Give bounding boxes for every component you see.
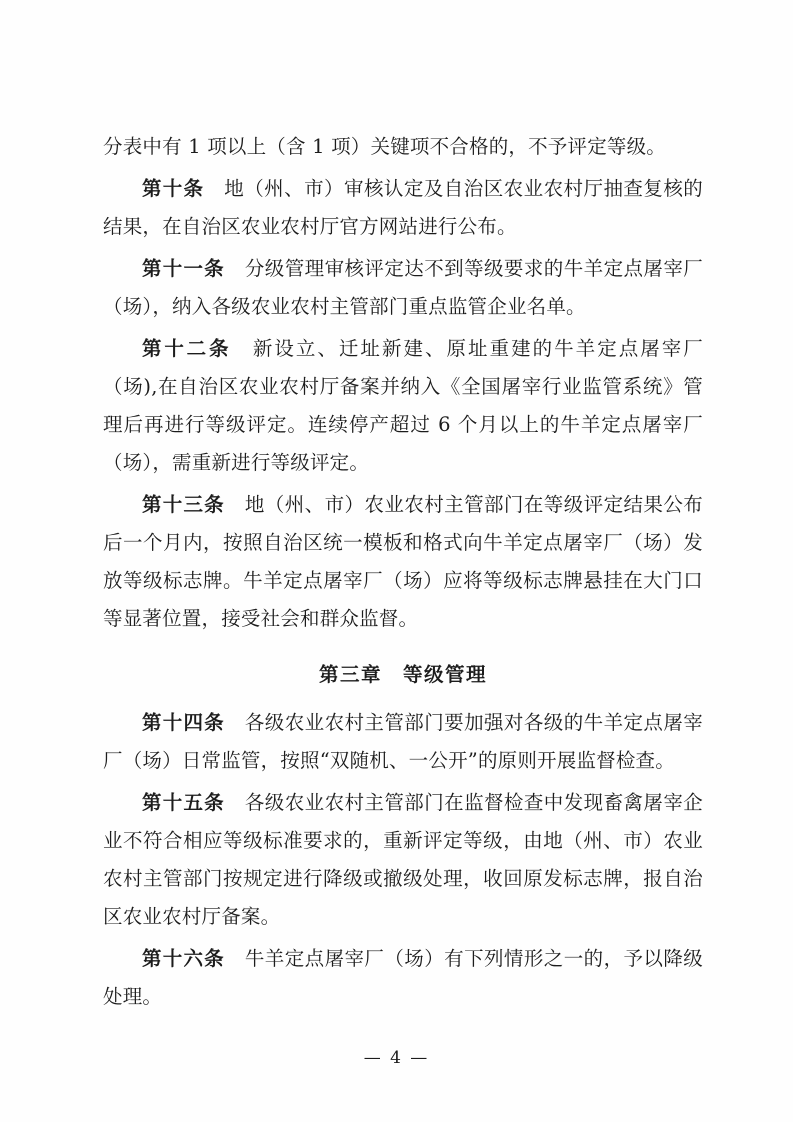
chapter-heading: 第三章 等级管理 (318, 663, 487, 686)
article-label: 第十三条 (142, 493, 225, 516)
page-number: — 4 — (363, 1048, 430, 1068)
paragraph-article-13 (103, 486, 703, 638)
article-label: 第十一条 (142, 257, 225, 280)
paragraph-text: 分级管理审核评定达不到等级要求的牛羊定点屠宰厂（场），纳入各级农业农村主管部门重点监管企业名单。 (103, 257, 703, 318)
paragraph-article-15 (103, 784, 703, 936)
paragraph-text: 各级农业农村主管部门要加强对各级的牛羊定点屠宰厂（场）日常监管，按照“双随机、一公开”的原则开展监督检查。 (103, 711, 703, 772)
article-label: 第十六条 (142, 947, 225, 970)
paragraph-text: 各级农业农村主管部门在监督检查中发现畜禽屠宰企业不符合相应等级标准要求的，重新评定等级，由地（州、市）农业农村主管部门按规定进行降级或撤级处理，收回原发标志牌，报自治区农业农村厅备案。 (103, 791, 703, 928)
paragraph-text: 分表中有 1 项以上（含 1 项）关键项不合格的，不予评定等级。 (103, 135, 667, 158)
paragraph-article-14 (103, 704, 703, 780)
paragraph-text: 地（州、市）审核认定及自治区农业农村厅抽查复核的结果，在自治区农业农村厅官方网站进行公布。 (103, 177, 703, 238)
article-label: 第十四条 (142, 711, 225, 734)
paragraph-article-10 (103, 170, 703, 246)
paragraph-continued (103, 128, 703, 166)
article-label: 第十五条 (142, 791, 225, 814)
paragraph-article-12 (103, 330, 703, 482)
article-label: 第十条 (142, 177, 205, 200)
paragraph-article-16 (103, 940, 703, 1016)
paragraph-text: 地（州、市）农业农村主管部门在等级评定结果公布后一个月内，按照自治区统一模板和格式向牛羊定点屠宰厂（场）发放等级标志牌。牛羊定点屠宰厂（场）应将等级标志牌悬挂在大门口等显著位置，接受社会和群众监督。 (103, 493, 703, 630)
page-body (103, 128, 703, 1020)
page-footer (0, 1048, 793, 1068)
paragraph-text: 新设立、迁址新建、原址重建的牛羊定点屠宰厂（场),在自治区农业农村厅备案并纳入《全国屠宰行业监管系统》管理后再进行等级评定。连续停产超过 6 个月以上的牛羊定点屠宰厂（场），需重新进行等级评定。 (103, 337, 703, 474)
paragraph-text: 牛羊定点屠宰厂（场）有下列情形之一的，予以降级处理。 (103, 947, 703, 1008)
paragraph-article-11 (103, 250, 703, 326)
article-label: 第十二条 (142, 337, 232, 360)
